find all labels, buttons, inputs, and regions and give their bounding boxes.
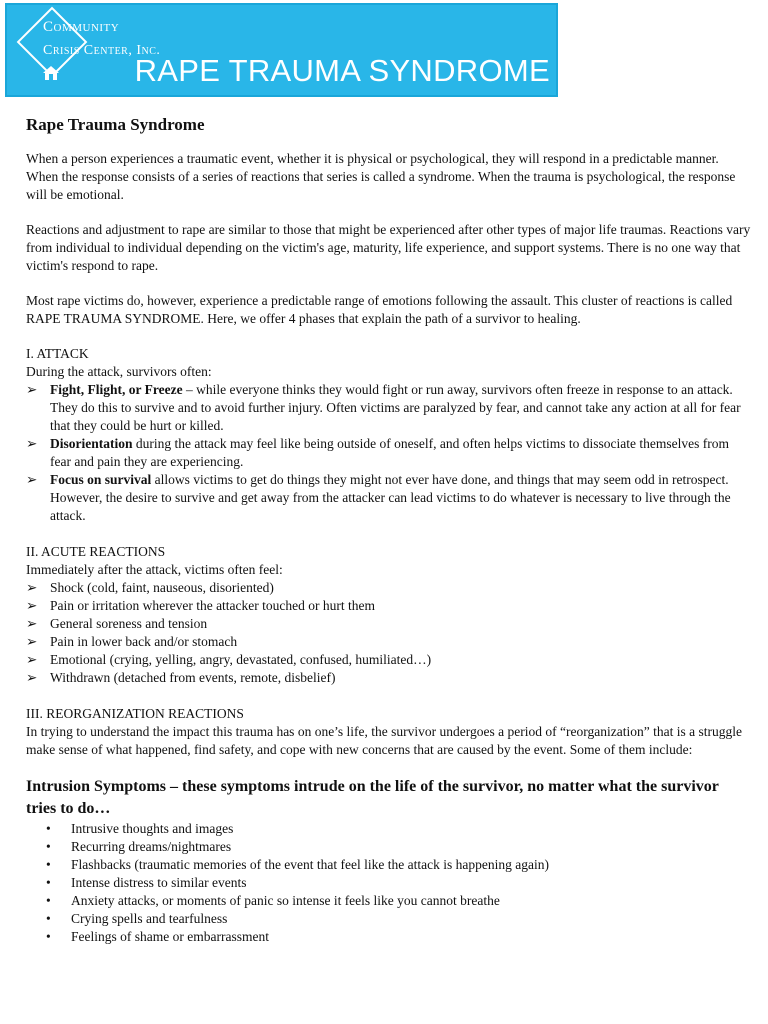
list-item <box>26 910 752 928</box>
list-item <box>26 892 752 910</box>
list-item <box>26 471 752 525</box>
arrow-bullet-icon: ➢ <box>26 616 38 631</box>
arrow-bullet-icon: ➢ <box>26 382 38 397</box>
list-item <box>26 874 752 892</box>
acute-list <box>26 579 752 687</box>
intrusion-heading <box>26 776 752 820</box>
bullet-dot-icon: • <box>46 821 51 836</box>
arrow-bullet-icon: ➢ <box>26 634 38 649</box>
arrow-bullet-icon: ➢ <box>26 580 38 595</box>
list-item <box>26 651 752 669</box>
section-attack-heading: I. ATTACK <box>26 346 89 361</box>
arrow-bullet-icon: ➢ <box>26 598 38 613</box>
list-item <box>26 838 752 856</box>
paragraph-3: Most rape victims do, however, experience a predictable range of emotions following the assault. This cluster of reactions is called RAPE TRAUMA SYNDROME. Here, we offer 4 phases that explain the path of a survivor to healing. <box>26 293 733 326</box>
list-item <box>26 597 752 615</box>
logo-text-line2: Crisis Center, Inc. <box>43 43 161 58</box>
bullet-dot-icon: • <box>46 857 51 872</box>
logo-text-line1: Community <box>43 19 120 35</box>
section-reorg-heading: III. REORGANIZATION REACTIONS <box>26 706 244 721</box>
bullet-dot-icon: • <box>46 929 51 944</box>
banner-title: RAPE TRAUMA SYNDROME <box>134 53 550 88</box>
list-item-text: Anxiety attacks, or moments of panic so intense it feels like you cannot breathe <box>71 893 500 908</box>
list-item-text: Pain or irritation wherever the attacker touched or hurt them <box>50 598 376 613</box>
bullet-dot-icon: • <box>46 911 51 926</box>
house-icon <box>41 63 61 83</box>
page-title: Rape Trauma Syndrome <box>26 115 205 134</box>
section-attack-intro: During the attack, survivors often: <box>26 364 212 379</box>
description: during the attack may feel like being outside of oneself, and often helps victims to dissociate themselves from fear and pain they are experiencing. <box>50 436 729 469</box>
section-reorg-intro: In trying to understand the impact this trauma has on one’s life, the survivor undergoes a period of “reorganization” that is a struggle make sense of what happened, find safety, and cope with new concerns that are caused by the event. Some of them include: <box>26 724 742 757</box>
list-item <box>26 820 752 838</box>
list-item <box>26 615 752 633</box>
term: Fight, Flight, or Freeze <box>50 382 183 397</box>
attack-list <box>26 381 752 525</box>
list-item <box>26 381 752 435</box>
arrow-bullet-icon: ➢ <box>26 436 38 451</box>
bullet-dot-icon: • <box>46 893 51 908</box>
description: allows victims to get do things they might not ever have done, and things that may seem odd in retrospect. However, the desire to survive and get away from the attacker can lead victims to do whatever is necessary to live through the attack. <box>50 472 731 523</box>
list-item-text: Recurring dreams/nightmares <box>71 839 232 854</box>
description: – these symptoms intrude on the life of the survivor, no matter what the survivor tries to do… <box>26 778 719 817</box>
document-body <box>26 114 752 964</box>
section-acute-intro: Immediately after the attack, victims often feel: <box>26 562 283 577</box>
list-item <box>26 435 752 471</box>
arrow-bullet-icon: ➢ <box>26 472 38 487</box>
bullet-dot-icon: • <box>46 875 51 890</box>
term: Disorientation <box>50 436 133 451</box>
list-item-text: Shock (cold, faint, nauseous, disoriented) <box>50 580 274 595</box>
paragraph-2: Reactions and adjustment to rape are similar to those that might be experienced after other types of major life traumas. Reactions vary from individual to individual depending on the victim's age, maturity, life experience, and support systems. There is no one way that victim's respond to rape. <box>26 222 751 273</box>
description: – while everyone thinks they would fight or run away, survivors often freeze in response to an attack. They do this to survive and to avoid further injury. Often victims are paralyzed by fear, and cannot take any action at all for fear that they could be hurt or killed. <box>50 382 741 433</box>
intrusion-list <box>26 820 752 946</box>
list-item <box>26 928 752 946</box>
term: Focus on survival <box>50 472 152 487</box>
list-item-text: Intense distress to similar events <box>71 875 247 890</box>
arrow-bullet-icon: ➢ <box>26 652 38 667</box>
list-item-text: Flashbacks (traumatic memories of the event that feel like the attack is happening again) <box>71 857 549 872</box>
header-banner <box>5 3 558 97</box>
list-item-text: Emotional (crying, yelling, angry, devastated, confused, humiliated…) <box>50 652 432 667</box>
list-item <box>26 856 752 874</box>
list-item-text: Withdrawn (detached from events, remote, disbelief) <box>50 670 336 685</box>
list-item-text: Pain in lower back and/or stomach <box>50 634 238 649</box>
list-item-text: Feelings of shame or embarrassment <box>71 929 269 944</box>
bullet-dot-icon: • <box>46 839 51 854</box>
list-item-text: Crying spells and tearfulness <box>71 911 228 926</box>
term: Intrusion Symptoms <box>26 778 167 795</box>
list-item-text: General soreness and tension <box>50 616 208 631</box>
list-item <box>26 579 752 597</box>
list-item <box>26 669 752 687</box>
list-item <box>26 633 752 651</box>
paragraph-1: When a person experiences a traumatic event, whether it is physical or psychological, they will respond in a predictable manner. When the response consists of a series of reactions that series is called a syndrome. When the trauma is psychological, the response will be emotional. <box>26 151 736 202</box>
section-acute-heading: II. ACUTE REACTIONS <box>26 544 166 559</box>
list-item-text: Intrusive thoughts and images <box>71 821 234 836</box>
arrow-bullet-icon: ➢ <box>26 670 38 685</box>
